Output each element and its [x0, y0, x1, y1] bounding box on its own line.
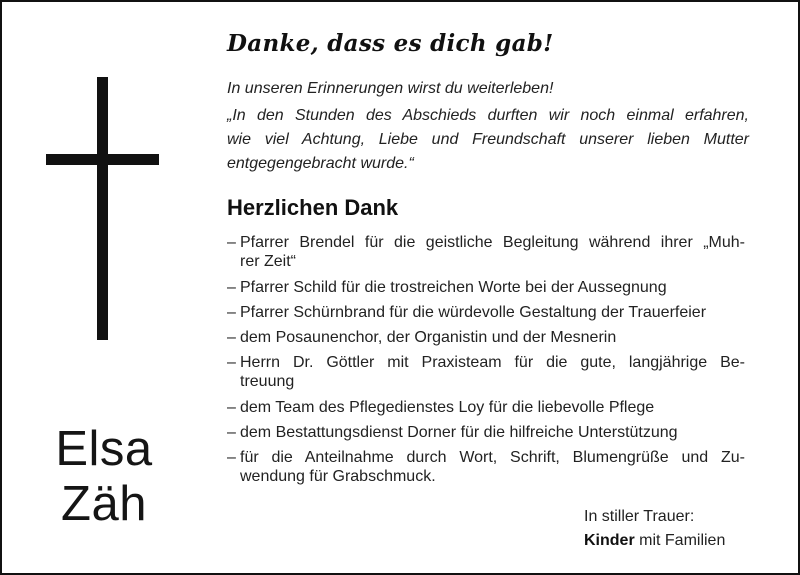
thanks-item-line: – dem Team des Pflegedienstes Loy für die liebevolle Pflege: [240, 399, 655, 416]
thanks-item-line: – Herrn Dr. Göttler mit Praxisteam für die gute, langjährige Be-: [240, 354, 745, 371]
thanks-item-line: – dem Posaunenchor, der Organistin und der Mesnerin: [240, 329, 617, 346]
mourners-signature: [584, 505, 725, 553]
intro-text: [227, 79, 749, 99]
quote-block: [227, 104, 749, 176]
thanks-heading: Herzlichen Dank: [227, 195, 399, 220]
cross-vertical-bar: [97, 77, 108, 340]
thanks-item-continuation: rer Zeit“: [240, 253, 296, 270]
quote-line-1: „In den Stunden des Abschieds durften wir noch einmal erfahren,: [227, 107, 749, 124]
thanks-item-line: – dem Bestattungsdienst Dorner für die hilfreiche Unterstützung: [240, 424, 678, 441]
mourners-line-1: In stiller Trauer:: [584, 508, 695, 525]
thanks-item-anteilnahme: [227, 445, 745, 490]
thanks-item-posaunenchor: [227, 325, 745, 350]
mourners-line-2: [584, 529, 725, 553]
mourners-rest: mit Familien: [634, 532, 726, 549]
quote-line-2: wie viel Achtung, Liebe und Freundschaft unserer lieben Mutter: [227, 131, 749, 148]
deceased-last-name: Zäh: [61, 477, 147, 531]
thanks-item-schuernbrand: [227, 300, 745, 325]
quote-line-3: entgegengebracht wurde.“: [227, 155, 414, 172]
thanks-item-continuation: wendung für Grabschmuck.: [240, 468, 436, 485]
thanks-item-schild: [227, 275, 745, 300]
thanks-item-pflegedienst: [227, 395, 745, 420]
thanks-item-line: – Pfarrer Schild für die trostreichen Worte bei der Aussegnung: [240, 279, 667, 296]
mourners-bold: Kinder: [584, 532, 635, 549]
thanks-item-goettler: [227, 350, 745, 395]
thanks-item-line: – Pfarrer Schürnbrand für die würdevolle Gestaltung der Trauerfeier: [240, 304, 707, 321]
thanks-list: [227, 230, 745, 490]
thanks-item-continuation: treuung: [240, 373, 295, 390]
thanks-item-line: – für die Anteilnahme durch Wort, Schrift, Blumengrüße und Zu-: [240, 449, 745, 466]
deceased-first-name: Elsa: [55, 422, 153, 476]
cross-horizontal-bar: [46, 154, 159, 165]
thanks-item-brendel: [227, 230, 745, 275]
intro-line: In unseren Erinnerungen wirst du weiterleben!: [227, 80, 554, 97]
headline: Danke, dass es dich gab!: [227, 30, 554, 57]
thanks-item-bestattungsdienst: [227, 420, 745, 445]
thanks-item-line: – Pfarrer Brendel für die geistliche Begleitung während ihrer „Muh-: [240, 234, 745, 251]
